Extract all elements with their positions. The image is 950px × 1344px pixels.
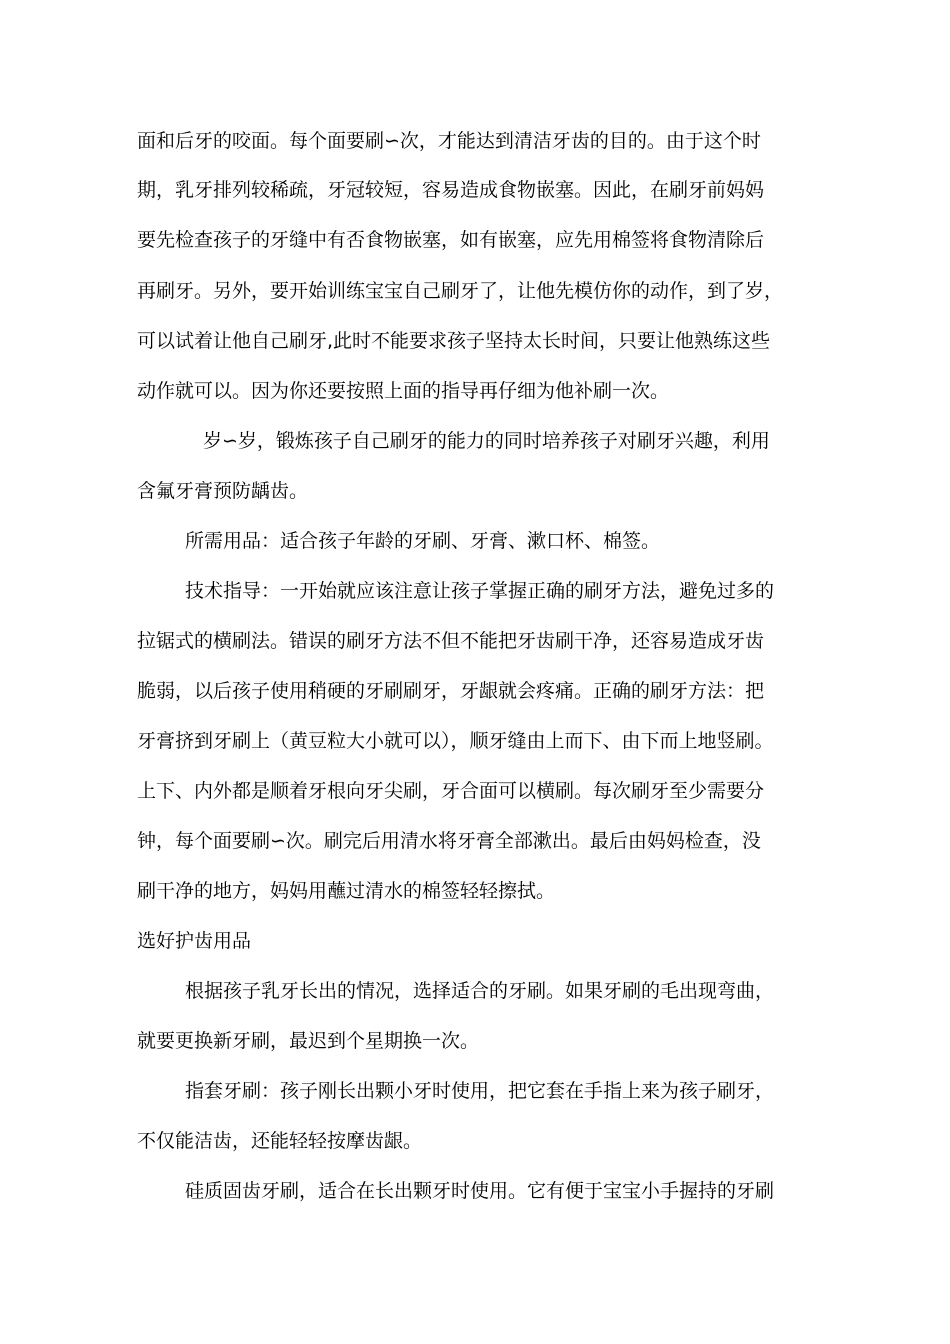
text-line: 可以试着让他自己刷牙,此时不能要求孩子坚持太长时间，只要让他熟练这些: [137, 330, 771, 352]
text-line: 钟，每个面要刷∽次。刷完后用清水将牙膏全部漱出。最后由妈妈检查，没: [137, 830, 761, 852]
text-line: 牙膏挤到牙刷上（黄豆粒大小就可以），顺牙缝由上而下、由下而上地竖刷。: [137, 730, 774, 752]
text-line: 不仅能洁齿，还能轻轻按摩齿龈。: [137, 1130, 423, 1152]
text-line: 就要更换新牙刷，最迟到个星期换一次。: [137, 1030, 480, 1052]
text-line: 要先检查孩子的牙缝中有否食物嵌塞，如有嵌塞，应先用棉签将食物清除后: [137, 229, 765, 251]
text-line: 面和后牙的咬面。每个面要刷∽次，才能达到清洁牙齿的目的。由于这个时: [137, 130, 761, 152]
text-line: 再刷牙。另外，要开始训练宝宝自己刷牙了，让他先模仿你的动作，到了岁，: [137, 280, 784, 302]
text-line: 上下、内外都是顺着牙根向牙尖刷，牙合面可以横刷。每次刷牙至少需要分: [137, 780, 765, 802]
text-line: 岁∽岁，锻炼孩子自己刷牙的能力的同时培养孩子对刷牙兴趣，利用: [203, 430, 770, 452]
text-line: 刷干净的地方，妈妈用蘸过清水的棉签轻轻擦拭。: [137, 880, 556, 902]
text-line: 技术指导：一开始就应该注意让孩子掌握正确的刷牙方法，避免过多的: [185, 580, 775, 602]
section-heading: 选好护齿用品: [137, 930, 252, 952]
text-line: 脆弱，以后孩子使用稍硬的牙刷刷牙，牙龈就会疼痛。正确的刷牙方法：把: [137, 680, 765, 702]
text-line: 硅质固齿牙刷，适合在长出颗牙时使用。它有便于宝宝小手握持的牙刷: [185, 1180, 775, 1202]
text-line: 动作就可以。因为你还要按照上面的指导再仔细为他补刷一次。: [137, 380, 670, 402]
text-line: 指套牙刷：孩子刚长出颗小牙时使用，把它套在手指上来为孩子刷牙，: [185, 1080, 775, 1102]
text-line: 根据孩子乳牙长出的情况，选择适合的牙刷。如果牙刷的毛出现弯曲，: [185, 980, 775, 1002]
text-line: 含氟牙膏预防龋齿。: [137, 480, 309, 502]
text-line: 期，乳牙排列较稀疏，牙冠较短，容易造成食物嵌塞。因此，在刷牙前妈妈: [137, 179, 765, 201]
text-line: 拉锯式的横刷法。错误的刷牙方法不但不能把牙齿刷干净，还容易造成牙齿: [137, 630, 765, 652]
text-line: 所需用品：适合孩子年龄的牙刷、牙膏、漱口杯、棉签。: [185, 530, 661, 552]
